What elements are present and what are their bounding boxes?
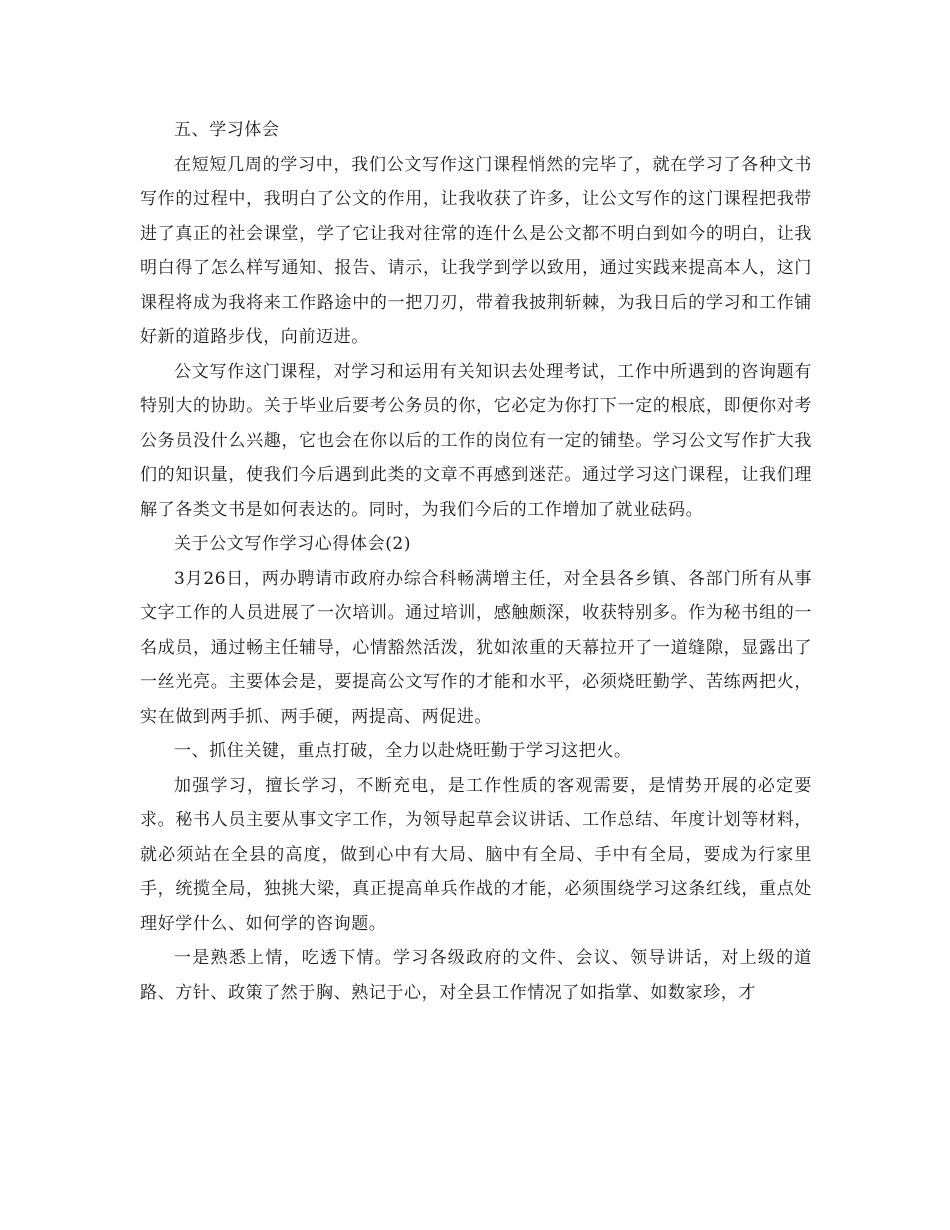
paragraph-course-summary: 在短短几周的学习中，我们公文写作这门课程悄然的完毕了，就在学习了各种文书写作的过程中，我明白了公文的作用，让我收获了许多，让公文写作的这门课程把我带进了真正的社会课堂，学了它让我对往常的连什么是公文都不明白到如今的明白，让我明白得了怎么样写通知、报告、请示，让我学到学以致用，通过实践来提高本人，这门课程将成为我将来工作路途中的一把刀刃，带着我披荆斩棘，为我日后的学习和工作铺好新的道路步伐，向前迈进。 xyxy=(140,154,812,347)
document-body xyxy=(140,113,812,1010)
paragraph-learning-requirements: 加强学习，擅长学习，不断充电，是工作性质的客观需要，是情势开展的必定要求。秘书人员主要从事文字工作，为领导起草会议讲话、工作总结、年度计划等材料，就必须站在全县的高度，做到心中有大局、脑中有全局、手中有全局，要成为行家里手，统揽全局，独挑大梁，真正提高单兵作战的才能，必须围绕学习这条红线，重点处理好学什么、如何学的咨询题。 xyxy=(140,775,812,934)
paragraph-course-value: 公文写作这门课程，对学习和运用有关知识去处理考试，工作中所遇到的咨询题有特别大的协助。关于毕业后要考公务员的你，它必定为你打下一定的根底，即便你对考公务员没什么兴趣，它也会在你以后的工作的岗位有一定的铺垫。学习公文写作扩大我们的知识量，使我们今后遇到此类的文章不再感到迷茫。通过学习这门课程，让我们理解了各类文书是如何表达的。同时，为我们今后的工作增加了就业砝码。 xyxy=(140,361,812,520)
section-heading-learning-focus: 一、抓住关键，重点打破，全力以赴烧旺勤于学习这把火。 xyxy=(174,741,632,761)
paragraph-know-situation: 一是熟悉上情，吃透下情。学习各级政府的文件、会议、领导讲话，对上级的道路、方针、政策了然于胸、熟记于心，对全县工作情况了如指掌、如数家珍，才 xyxy=(140,948,812,1003)
article-title-part-2: 关于公文写作学习心得体会(2) xyxy=(174,534,412,554)
section-heading-study-experience: 五、学习体会 xyxy=(174,120,280,140)
paragraph-training-intro: 3月26日，两办聘请市政府办综合科畅满增主任，对全县各乡镇、各部门所有从事文字工作的人员进展了一次培训。通过培训，感触颇深，收获特别多。作为秘书组的一名成员，通过畅主任辅导，心情豁然活泼，犹如浓重的天幕拉开了一道缝隙，显露出了一丝光亮。主要体会是，要提高公文写作的才能和水平，必须烧旺勤学、苦练两把火，实在做到两手抓、两手硬，两提高、两促进。 xyxy=(140,568,812,727)
